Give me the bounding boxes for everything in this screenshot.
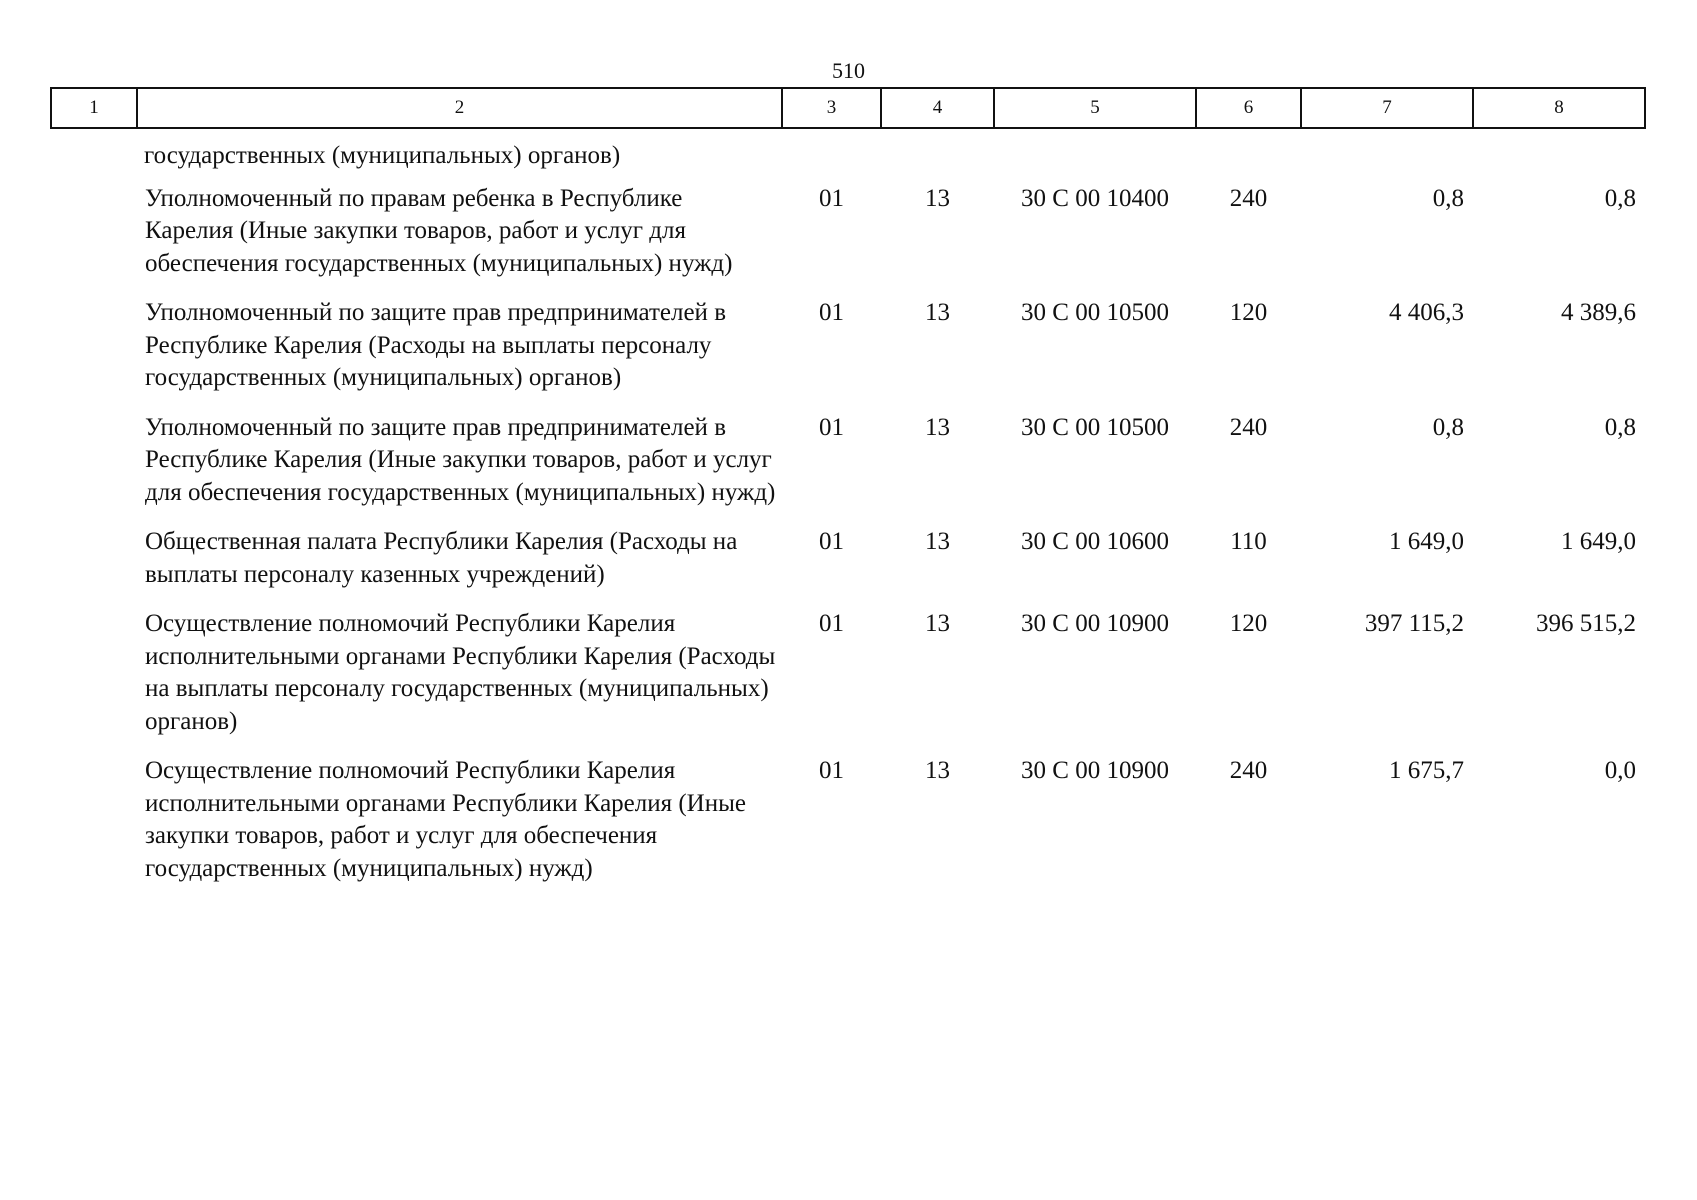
header-col-7: 7: [1301, 88, 1473, 128]
row-amount-col7: 397 115,2: [1364, 610, 1464, 637]
row-section: 01: [819, 528, 844, 555]
row-amount-col7: 4 406,3: [1389, 299, 1464, 326]
row-amount-col7: 0,8: [1432, 184, 1464, 212]
row-amount-col8: 0,0: [1604, 757, 1636, 784]
row-section: 01: [819, 757, 844, 784]
row-amount-col8: 4 389,6: [1561, 299, 1636, 326]
row-target-code: 30 С 00 10500: [1021, 413, 1169, 441]
row-description: Осуществление полномочий Республики Карелия исполнительными органами Республики Карелия (Иные закупки товаров, работ и услуг для обеспечения государственных (муниципальных) нужд): [145, 757, 747, 882]
row-description: Уполномоченный по защите прав предпринимателей в Республике Карелия (Расходы на выплаты персоналу государственных (муниципальных) органов): [145, 299, 726, 391]
row-section: 01: [819, 413, 844, 441]
row-amount-col7: 0,8: [1432, 413, 1464, 441]
row-expense-type: 120: [1229, 299, 1268, 326]
row-subsection: 13: [925, 757, 950, 784]
row-target-code: 30 С 00 10600: [1021, 528, 1169, 555]
row-expense-type: 120: [1229, 610, 1268, 637]
continuation-text: государственных (муниципальных) органов): [144, 142, 621, 169]
header-col-2: 2: [137, 88, 782, 128]
row-expense-type: 240: [1229, 413, 1268, 441]
row-amount-col8: 1 649,0: [1561, 528, 1636, 555]
row-expense-type: 110: [1230, 528, 1267, 555]
row-target-code: 30 С 00 10400: [1021, 184, 1169, 212]
row-amount-col8: 0,8: [1604, 413, 1636, 441]
header-col-1: 1: [51, 88, 137, 128]
header-col-8: 8: [1473, 88, 1645, 128]
table-body: [51, 128, 1645, 902]
table-header: [51, 88, 1645, 128]
row-subsection: 13: [925, 413, 950, 441]
table-row: [51, 183, 1645, 298]
row-section: 01: [819, 299, 844, 326]
row-subsection: 13: [925, 610, 950, 637]
budget-table-container: [50, 87, 1644, 902]
row-target-code: 30 С 00 10500: [1021, 299, 1169, 326]
header-col-5: 5: [994, 88, 1196, 128]
row-description: Осуществление полномочий Республики Карелия исполнительными органами Республики Карелия (Расходы на выплаты персоналу государственных (муниципальных) органов): [145, 610, 776, 735]
table-row: [51, 755, 1645, 902]
row-amount-col8: 0,8: [1604, 184, 1636, 212]
row-target-code: 30 С 00 10900: [1021, 610, 1169, 637]
header-col-4: 4: [881, 88, 994, 128]
row-section: 01: [819, 184, 844, 212]
header-row: [51, 88, 1645, 128]
table-row: [51, 608, 1645, 755]
header-col-3: 3: [782, 88, 881, 128]
table-row: [51, 297, 1645, 412]
row-subsection: 13: [925, 299, 950, 326]
row-amount-col8: 396 515,2: [1536, 610, 1636, 637]
row-amount-col7: 1 649,0: [1389, 528, 1464, 555]
row-section: 01: [819, 610, 844, 637]
row-target-code: 30 С 00 10900: [1021, 757, 1169, 784]
row-description: Общественная палата Республики Карелия (Расходы на выплаты персоналу казенных учреждений): [145, 528, 738, 588]
row-expense-type: 240: [1229, 757, 1268, 784]
row-subsection: 13: [925, 184, 950, 212]
table-row: [51, 412, 1645, 527]
table-row: [51, 526, 1645, 608]
row-description: Уполномоченный по защите прав предпринимателей в Республике Карелия (Иные закупки товаров, работ и услуг для обеспечения государственных (муниципальных) нужд): [145, 413, 776, 506]
row-description: Уполномоченный по правам ребенка в Республике Карелия (Иные закупки товаров, работ и услуг для обеспечения государственных (муниципальных) нужд): [145, 184, 733, 277]
row-amount-col7: 1 675,7: [1389, 757, 1464, 784]
continuation-row: [51, 128, 1645, 183]
row-subsection: 13: [925, 528, 950, 555]
page-number: 510: [832, 58, 865, 83]
budget-table: [50, 87, 1646, 902]
header-col-6: 6: [1196, 88, 1301, 128]
row-expense-type: 240: [1229, 184, 1268, 212]
